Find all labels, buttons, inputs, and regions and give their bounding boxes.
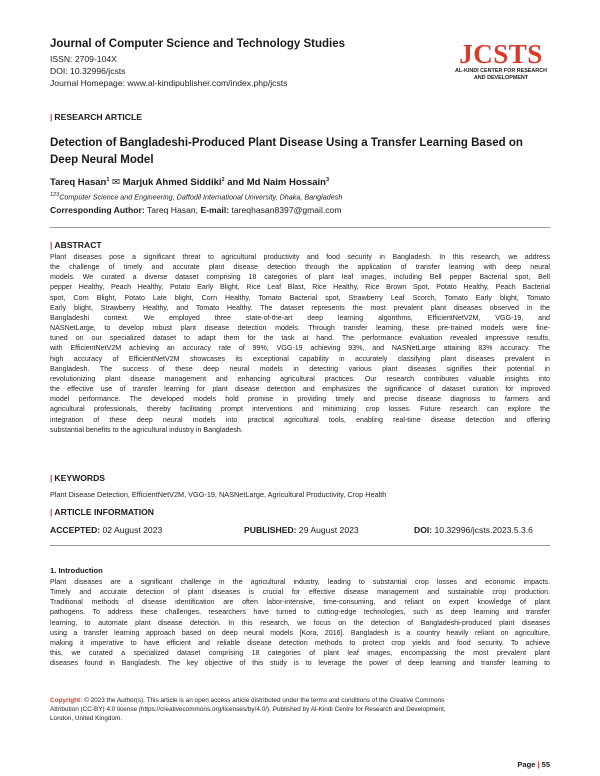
text-line: high accuracy of EfficientNetV2M showcases its exceptional capability in accurately classifying plant diseases prevalent in xyxy=(50,354,550,363)
journal-name: Journal of Computer Science and Technology Studies xyxy=(50,38,345,50)
article-doi[interactable]: DOI: 10.32996/jcsts.2023.5.3.6 xyxy=(414,525,533,535)
intro-heading: 1. Introduction xyxy=(50,566,103,575)
author-list: Tareq Hasan$^1$ ✉ Marjuk Ahmed Siddiki$^2$ and Md Naim Hossain$^3$ xyxy=(50,177,330,189)
text-line: using a transfer learning approach based on deep neural models [Kora, 2016]. Bangladesh is a country heavily reliant on agriculture, xyxy=(50,628,550,637)
text-line: Bangladesh. The success of these deep neural models in detecting various plant diseases signifies their potential in xyxy=(50,364,550,373)
text-line: agricultural professionals, thereby facilitating prompt interventions and minimizing crop losses. Future research can explore the xyxy=(50,405,550,414)
journal-doi: DOI: 10.32996/jcsts xyxy=(50,66,126,76)
text-line: integration of these deep neural models into practical agricultural tools, enabling real-time disease detection and offering xyxy=(50,415,550,424)
logo-text: JCSTS xyxy=(459,39,543,69)
text-line: diseases found in Bangladesh. The key objective of this study is to leverage the power of deep learning and transfer learning to xyxy=(50,659,550,668)
article-info-heading: | ARTICLE INFORMATION xyxy=(50,507,155,517)
author-email[interactable]: tareqhasan8397@gmail.com xyxy=(231,205,342,215)
copyright-notice: Copyright: © 2023 the Author(s). This article is an open access article distributed under the terms and conditions of the Creative Commons Attribution (CC-BY) 4.0 license (https://creativecommons.org/licenses/by/4.0/). Published by Al-Kindi Centre for Research and Development, London, United Kingdom. xyxy=(50,697,446,723)
divider xyxy=(50,545,550,546)
page-number: Page | 55 xyxy=(517,760,550,769)
text-line: Early blight, Strawberry Healthy, and Tomato Healthy. The dataset represents the most prevalent plant diseases observed in the xyxy=(50,303,550,312)
article-title: Detection of Bangladeshi-Produced Plant Disease Using a Transfer Learning Based on Deep Neural Model xyxy=(50,137,523,166)
text-line: the challenge of timely and accurate plant disease detection through the application of transfer learning with deep neural xyxy=(50,263,550,272)
abstract-body xyxy=(50,252,550,435)
text-line: with EfficientNetV2M achieving an accuracy rate of 99%, VGG-19 achieving 93%, and NASNetLarge attaining 83% accuracy. The xyxy=(50,344,550,353)
text-line: making it imperative to have efficient and reliable disease detection methods to protect crop yields and food security. To achieve xyxy=(50,638,550,647)
author-2[interactable]: Marjuk Ahmed Siddiki xyxy=(122,177,222,189)
text-line: Plant diseases are a significant challenge in the agricultural industry, leading to substantial crop losses and economic impacts. xyxy=(50,578,550,586)
text-line: learning, to automate plant disease detection. In this research, we focus on the detection of Bangladeshi-produced plant diseases xyxy=(50,618,550,627)
text-line: Plant diseases pose a significant threat to agricultural productivity and food security in Bangladesh. In this research, we address xyxy=(50,253,550,261)
text-line: revolutionizing plant disease management and enhancing agricultural practices. Our research contributes valuable insights into xyxy=(50,374,550,383)
journal-logo xyxy=(446,40,556,82)
text-line: tuned on our specialized dataset to adapt them for the task at hand. The performance evaluation revealed impressive results, xyxy=(50,334,550,343)
text-line: model performance. The developed models hold promise in providing timely and precise disease diagnosis to farmers and xyxy=(50,395,550,404)
logo-sub-line2: AND DEVELOPMENT xyxy=(473,75,529,81)
text-line: Traditional methods of disease identification are often labor-intensive, time-consuming, and reliant on expert knowledge of plant xyxy=(50,598,550,607)
author-3[interactable]: Md Naim Hossain xyxy=(246,177,326,189)
text-line: pathogens. To address these challenges, researchers have turned to cutting-edge technologies, such as deep learning and transfer xyxy=(50,608,550,617)
article-type: | RESEARCH ARTICLE xyxy=(50,112,142,122)
text-line: Bangladeshi context. We employed three state-of-the-art deep learning algorithms, EfficientNetV2M, VGG-19, and xyxy=(50,313,550,322)
text-line: Timely and accurate detection of plant diseases is crucial for effective disease management and sustainable crop production. xyxy=(50,588,550,597)
logo-sub-line1: AL-KINDI CENTER FOR RESEARCH xyxy=(455,68,547,74)
issn: ISSN: 2709-104X xyxy=(50,54,117,64)
author-1[interactable]: Tareq Hasan xyxy=(50,177,107,189)
corresponding-author: Corresponding Author: Tareq Hasan, E-mail: tareqhasan8397@gmail.com xyxy=(50,205,342,215)
text-line: models. We curated a diverse dataset comprising 18 categories of plant leaf images, including Bell pepper Bacterial spot, Bell xyxy=(50,273,550,282)
accent-bar: | xyxy=(50,112,53,122)
text-line: NASNetLarge, to develop robust plant disease detection models. Through transfer learning, these pre-trained models were fine- xyxy=(50,324,550,333)
affiliation: $^{123}$Computer Science and Engineering, Daffodil International University, Dhaka, Bangladesh xyxy=(50,192,343,202)
published-date: PUBLISHED: 29 August 2023 xyxy=(244,525,359,535)
mail-icon[interactable]: ✉ xyxy=(112,177,120,189)
text-line: pepper Healthy, Peach Healthy, Potato Early Blight, Rice Leaf Blast, Rice Healthy, Rice Brown Spot, Potato Healthy, Peach Bacterial xyxy=(50,283,550,292)
text-line: substantial benefits to the agricultural industry in Bangladesh. xyxy=(50,425,243,434)
keywords-heading: | KEYWORDS xyxy=(50,473,106,483)
journal-homepage[interactable]: Journal Homepage: www.al-kindipublisher.com/index.php/jcsts xyxy=(50,78,288,88)
text-line: the effective use of transfer learning for plant disease detection and emphasizes the significance of dataset curation for improved xyxy=(50,385,550,394)
accepted-date: ACCEPTED: 02 August 2023 xyxy=(50,525,163,535)
intro-body xyxy=(50,577,550,668)
text-line: this, we curated a specialized dataset comprising 18 categories of plant leaf images, encompassing the most prevalent plant xyxy=(50,649,550,658)
text-line: spot, Corn Blight, Potato Late blight, Corn Healthy, Tomato Bacterial spot, Strawberry Leaf Scorch, Tomato Early blight, Tomato xyxy=(50,293,550,302)
abstract-heading: | ABSTRACT xyxy=(50,240,102,250)
keywords-text: Plant Disease Detection, EfficientNetV2M, VGG-19, NASNetLarge, Agricultural Productivity, Crop Health xyxy=(50,490,387,499)
divider xyxy=(50,227,550,228)
